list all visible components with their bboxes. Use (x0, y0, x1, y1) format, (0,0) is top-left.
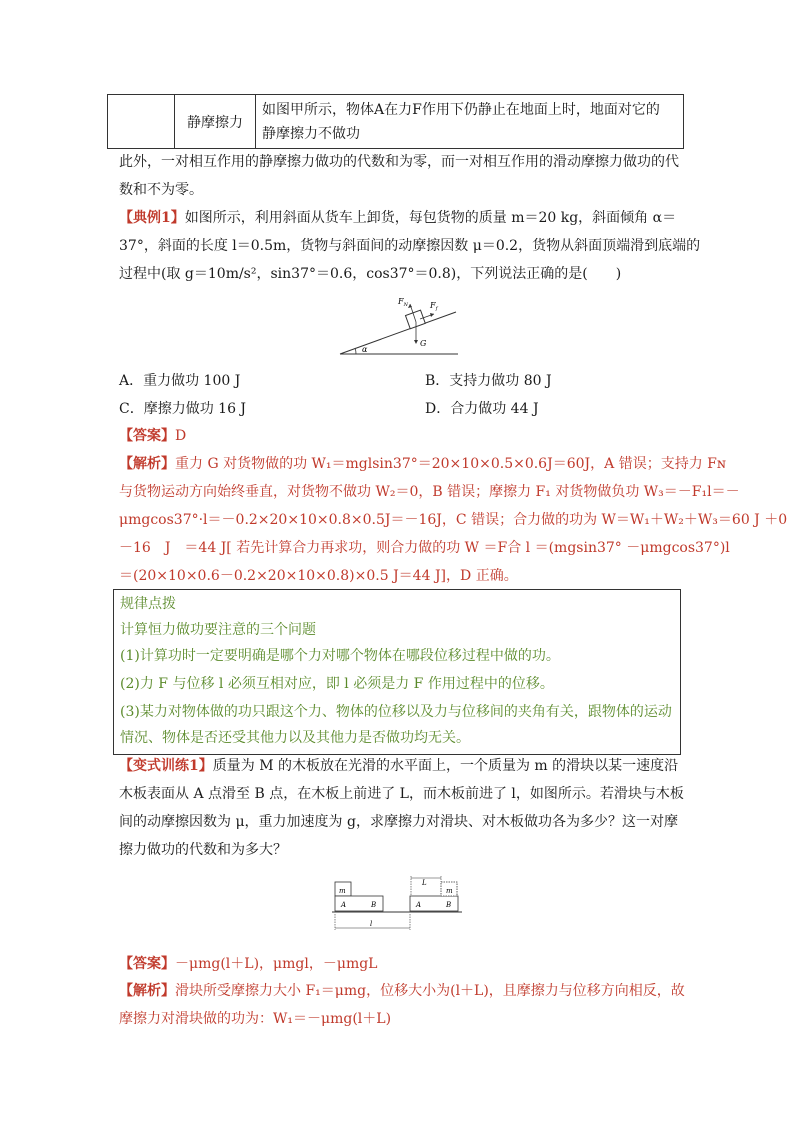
exercise-line: 间的动摩擦因数为 μ，重力加速度为 g，求摩擦力对滑块、对木板做功各为多少？这一对摩 (119, 814, 678, 830)
analysis-tag: 【解析】 (119, 456, 175, 472)
gravity-label: G (420, 339, 427, 348)
normal-force-label: $F_N$ (398, 297, 408, 308)
tips-item: (2)力 F 与位移 l 必须互相对应，即 l 必须是力 F 作用过程中的位移。 (120, 676, 554, 692)
example-text: 如图所示，利用斜面从货车上卸货，每包货物的质量 m＝20 kg，斜面倾角 α＝ (184, 210, 677, 226)
exercise-line: 擦力做功的代数和为多大？ (119, 842, 287, 858)
tips-subtitle: 计算恒力做功要注意的三个问题 (120, 622, 316, 638)
exercise-text: 质量为 M 的木板放在光滑的水平面上，一个质量为 m 的滑块以某一速度沿 (212, 758, 679, 774)
option-c: C．摩擦力做功 16 J (119, 401, 247, 417)
exercise-tag: 【变式训练1】 (119, 758, 213, 774)
arrow-head (430, 313, 434, 317)
incline-line (340, 312, 456, 354)
point-b-label: B (446, 901, 452, 909)
intro-line: 数和不为零。 (119, 182, 203, 198)
arrow-head (414, 340, 418, 344)
tips-item: (1)计算功时一定要明确是哪个力对哪个物体在哪段位移过程中做的功。 (120, 648, 560, 664)
answer-tag: 【答案】 (119, 956, 175, 972)
tips-item: (3)某力对物体做的功只跟这个力、物体的位移以及力与位移间的夹角有关，跟物体的运动 (120, 704, 672, 720)
intro-line: 此外，一对相互作用的静摩擦力做功的代数和为零，而一对相互作用的滑动摩擦力做功的代 (119, 154, 679, 170)
analysis-line: 与货物运动方向始终垂直，对货物不做功 W₂＝0，B 错误；摩擦力 F₁ 对货物做负功 W₃＝－F₁l＝－ (119, 484, 740, 500)
table-cell-description (256, 95, 684, 149)
distance-l-label: l (370, 920, 373, 928)
analysis-line: －16 J ＝44 J[ 若先计算合力再求功，则合力做的功 W ＝F合 l ＝(mgsin37° －μmgcos37°)l (119, 540, 730, 556)
tips-title: 规律点拨 (120, 596, 176, 612)
block-m-label: m (339, 887, 346, 895)
table-row (108, 95, 684, 149)
option-b: B．支持力做功 80 J (425, 373, 552, 389)
answer-value: －μmg(l＋L)，μmgl，－μmgL (175, 956, 378, 972)
friction-label: $F_f$ (430, 301, 438, 312)
analysis-line: 摩擦力对滑块做的功为：W₁＝－μmg(l＋L) (119, 1011, 392, 1027)
answer-tag: 【答案】 (119, 428, 175, 444)
option-d: D．合力做功 44 J (425, 401, 539, 417)
table-cell-line: 静摩擦力不做功 (262, 125, 360, 142)
analysis-line (119, 450, 726, 478)
answer-line (119, 950, 679, 978)
point-b-label: B (371, 901, 377, 909)
tips-item: 情况、物体是否还受其他力以及其他力是否做功均无关。 (120, 730, 470, 746)
point-a-label: A (341, 901, 347, 909)
example-line: 37°，斜面的长度 l＝0.5m，货物与斜面间的动摩擦因数 μ＝0.2，货物从斜面顶端滑到底端的 (119, 238, 701, 254)
example-tag: 【典例1】 (119, 210, 185, 226)
table-cell-label: 静摩擦力 (175, 95, 256, 149)
block-m-label: m (446, 887, 453, 895)
analysis-line: μmgcos37°·l＝－0.2×20×10×0.8×0.5J＝－16J，C 错误；合力做的功为 W＝W₁＋W₂＋W₃＝60 J ＋0 (119, 512, 788, 528)
friction-table (107, 94, 684, 149)
analysis-text: 滑块所受摩擦力大小 F₁＝μmg，位移大小为(l＋L)，且摩擦力与位移方向相反，故 (175, 983, 685, 999)
table-cell-line: 如图甲所示，物体A在力F作用下仍静止在地面上时，地面对它的 (262, 101, 660, 118)
exercise-line: 木板表面从 A 点滑至 B 点，在木板上前进了 L，而木板前进了 l，如图所示。若滑块与木板 (119, 786, 684, 802)
analysis-line (119, 977, 685, 1005)
answer-value: D (175, 428, 187, 444)
answer-line (119, 422, 679, 450)
point-a-label: A (416, 901, 422, 909)
analysis-text: 重力 G 对货物做的功 W₁＝mglsin37°＝20×10×0.5×0.6J＝60J，A 错误；支持力 Fɴ (175, 456, 726, 472)
example-line (119, 204, 679, 232)
distance-L-label: L (422, 879, 427, 887)
table-cell-empty (108, 95, 175, 149)
option-a: A．重力做功 100 J (119, 373, 241, 389)
example-line: 过程中(取 g＝10m/s²，sin37°＝0.6，cos37°＝0.8)，下列说法正确的是( ) (119, 266, 622, 282)
exercise-line (119, 752, 679, 780)
incline-figure (330, 292, 470, 362)
angle-arc (355, 348, 356, 354)
tips-box (113, 589, 681, 755)
alpha-label: α (362, 345, 368, 354)
analysis-line: ＝(20×10×0.6－0.2×20×10×0.8)×0.5 J＝44 J]，D 正确。 (119, 568, 518, 584)
analysis-tag: 【解析】 (119, 983, 175, 999)
board-figure (330, 872, 465, 940)
